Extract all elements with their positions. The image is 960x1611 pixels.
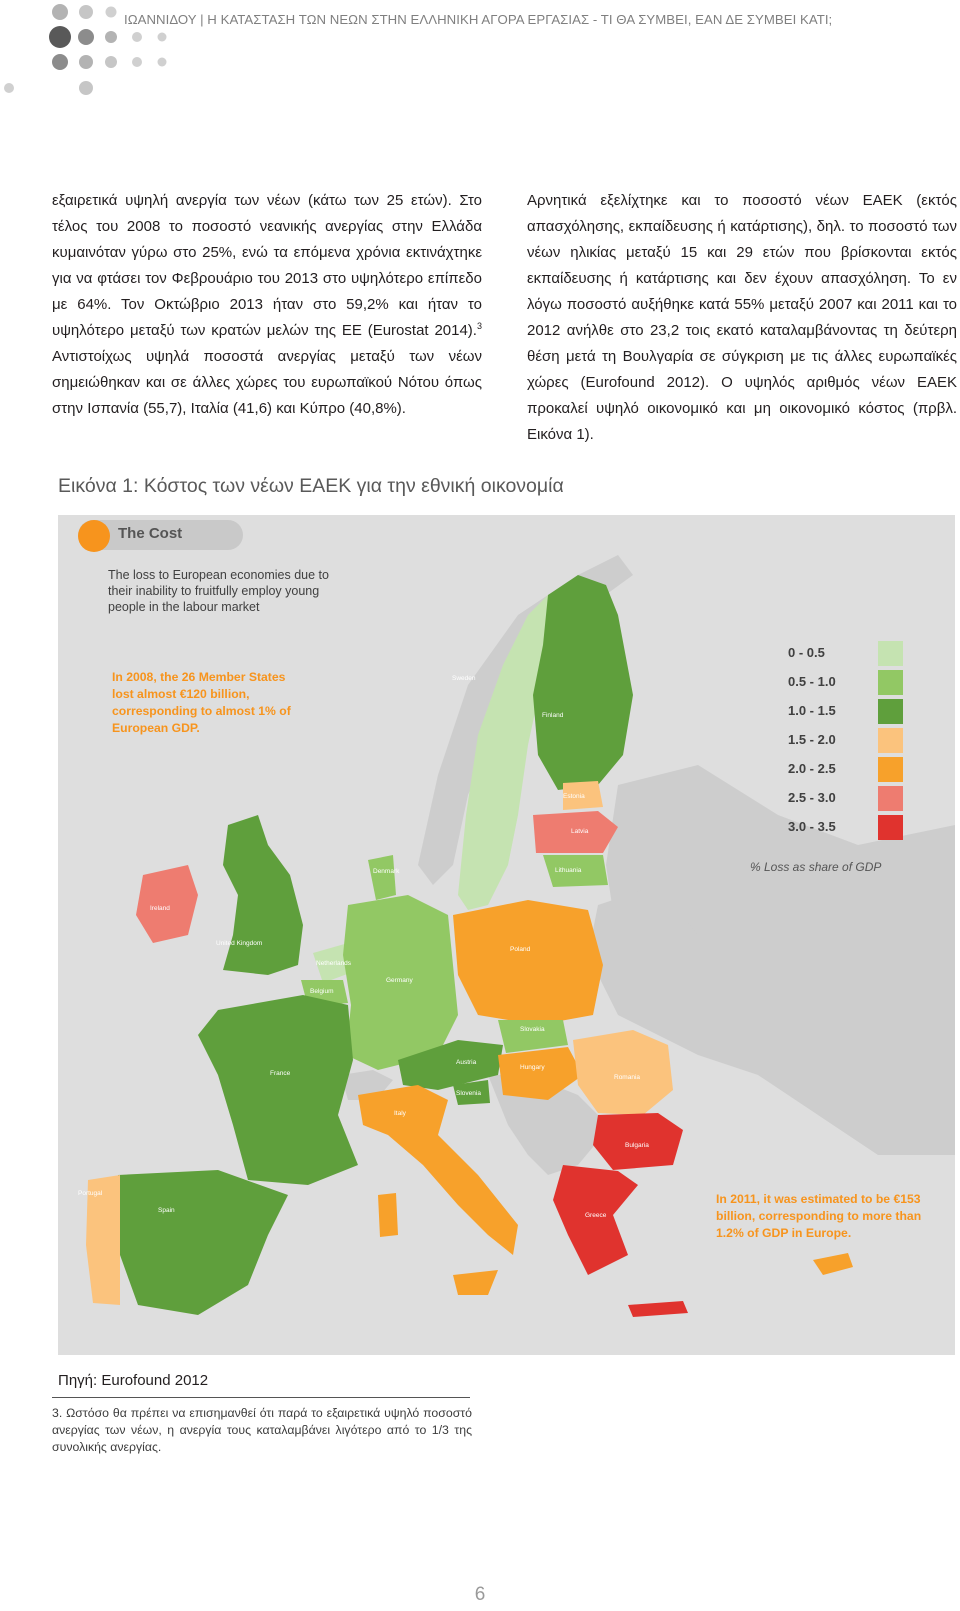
country-romania	[573, 1030, 673, 1115]
dots-row-3	[52, 54, 167, 70]
body-right-column: Αρνητικά εξελίχτηκε και το ποσοστό νέων ΕΑΕΚ (εκτός απασχόλησης, εκπαίδευσης ή κατάρτισης), δηλ. το ποσοστό των νέων ηλικίας μεταξύ 15 και 29 ετών που βρίσκονται εκτός εκπαίδευσης ή κατάρτισης και δεν έχουν απασχόληση. Το εν λόγω ποσοστό αυξήθηκε κατά 55% μεταξύ 2007 και 2011 και το 2012 ανήλθε στο 23,2 τοις εκατό καταλαμβάνοντας τη δεύτερη θέση μετά τη Βουλγαρία σε σύγκριση με τις άλλες ευρωπαϊκές χώρες (Eurofound 2012). Ο υψηλός αριθμός νέων ΕΑΕΚ προκαλεί υψηλό οικονομικό και μη οικονομικό κόστος (πρβλ. Εικόνα 1).	[527, 192, 957, 443]
left-column-text-b: Αντιστοίχως υψηλά ποσοστά ανεργίας μεταξύ των νέων σημειώθηκαν και σε άλλες χώρες του ευρωπαϊκού Νότου όπως στην Ισπανία (55,7), Ιταλία (41,6) και Κύπρο (40,8%).	[52, 348, 482, 417]
page-number: 6	[474, 1584, 486, 1605]
legend-label: 2.0 - 2.5	[788, 761, 836, 776]
label-estonia: Estonia	[563, 793, 585, 800]
legend-label: 0 - 0.5	[788, 645, 825, 660]
label-hungary: Hungary	[520, 1064, 545, 1071]
country-denmark	[368, 855, 396, 900]
legend-swatch	[878, 699, 903, 724]
legend-row	[786, 728, 896, 757]
dots-row-2	[49, 26, 167, 48]
dots-row-1	[52, 4, 117, 20]
legend-label: 3.0 - 3.5	[788, 819, 836, 834]
label-poland: Poland	[510, 946, 531, 953]
label-greece: Greece	[585, 1212, 607, 1219]
footnote-reference[interactable]: 3	[476, 321, 482, 331]
callout-2011: In 2011, it was estimated to be €153 billion, corresponding to more than 1.2% of GDP in Europe.	[716, 1192, 922, 1240]
country-poland	[453, 900, 603, 1025]
label-slovakia: Slovakia	[520, 1026, 545, 1033]
label-germany: Germany	[386, 977, 413, 984]
country-greece	[553, 1165, 638, 1275]
label-netherlands: Netherlands	[316, 960, 352, 967]
label-ireland: Ireland	[150, 905, 170, 912]
country-france	[198, 995, 358, 1185]
label-france: France	[270, 1070, 291, 1077]
label-united-kingdom: United Kingdom	[216, 940, 263, 947]
legend-label: 1.5 - 2.0	[788, 732, 836, 747]
label-latvia: Latvia	[571, 828, 589, 835]
figure-source: Πηγή: Eurofound 2012	[58, 1372, 209, 1389]
footnote: 3. Ωστόσο θα πρέπει να επισημανθεί ότι παρά το εξαιρετικά υψηλό ποσοστό ανεργίας των νέων, η ανεργία τους καταλαμβάνει λιγότερο από το 1/3 της συνολικής ανεργίας.	[52, 1406, 472, 1454]
label-spain: Spain	[158, 1207, 175, 1214]
cost-map-figure	[58, 515, 955, 1355]
legend-swatch	[878, 786, 903, 811]
legend	[786, 641, 896, 844]
country-ireland	[136, 865, 198, 943]
legend-label: 2.5 - 3.0	[788, 790, 836, 805]
running-header: ΙΩΑΝΝΙΔΟΥ | Η ΚΑΤΑΣΤΑΣΗ ΤΩΝ ΝΕΩΝ ΣΤΗΝ ΕΛΛΗΝΙΚΗ ΑΓΟΡΑ ΕΡΓΑΣΙΑΣ - ΤΙ ΘΑ ΣΥΜΒΕΙ, ΕΑΝ ΔΕ ΣΥΜΒΕΙ ΚΑΤΙ;	[124, 12, 833, 27]
country-spain	[118, 1170, 288, 1315]
country-cyprus	[813, 1253, 853, 1275]
figure-caption: Εικόνα 1: Κόστος των νέων ΕΑΕΚ για την εθνική οικονομία	[58, 475, 564, 497]
legend-label: 1.0 - 1.5	[788, 703, 836, 718]
country-finland	[533, 575, 633, 790]
label-sweden: Sweden	[452, 675, 476, 682]
legend-row	[786, 815, 896, 844]
legend-swatch	[878, 815, 903, 840]
label-slovenia: Slovenia	[456, 1090, 481, 1097]
body-left-column	[52, 188, 482, 422]
label-austria: Austria	[456, 1059, 477, 1066]
country-united-kingdom	[223, 815, 303, 975]
legend-row	[786, 699, 896, 728]
legend-row	[786, 757, 896, 786]
legend-row	[786, 670, 896, 699]
legend-swatch	[878, 728, 903, 753]
legend-row	[786, 641, 896, 670]
legend-swatch	[878, 641, 903, 666]
callout-2008: In 2008, the 26 Member States lost almost €120 billion, corresponding to almost 1% of European GDP.	[112, 670, 291, 735]
label-finland: Finland	[542, 712, 564, 719]
figure-subtitle: The loss to European economies due to their inability to fruitfully employ young people in the labour market	[108, 568, 329, 614]
label-portugal: Portugal	[78, 1190, 103, 1197]
legend-label: 0.5 - 1.0	[788, 674, 836, 689]
dots-row-4	[4, 81, 93, 95]
label-lithuania: Lithuania	[555, 867, 582, 874]
legend-note: % Loss as share of GDP	[750, 860, 882, 874]
title-circle-icon	[78, 520, 110, 552]
legend-swatch	[878, 670, 903, 695]
legend-swatch	[878, 757, 903, 782]
country-sicily	[453, 1270, 498, 1295]
legend-row	[786, 786, 896, 815]
label-bulgaria: Bulgaria	[625, 1142, 649, 1149]
figure-title: The Cost	[118, 525, 183, 542]
label-italy: Italy	[394, 1110, 406, 1117]
left-column-text-a: εξαιρετικά υψηλή ανεργία των νέων (κάτω των 25 ετών). Στο τέλος του 2008 το ποσοστό νεανικής ανεργίας στην Ελλάδα κυμαινόταν γύρω στο 25%, ενώ τα επόμενα χρόνια εκτινάχτηκε για να φτάσει τον Φεβρουάριο του 2013 στο υψηλότερο επίπεδο με 64%. Τον Οκτώβριο 2013 ήταν στο 59,2% και ήταν το υψηλότερο μεταξύ των κρατών μελών της ΕΕ (Eurostat 2014).	[52, 192, 482, 339]
label-denmark: Denmark	[373, 868, 400, 875]
country-slovakia	[498, 1020, 568, 1053]
label-romania: Romania	[614, 1074, 641, 1081]
country-crete	[628, 1301, 688, 1317]
country-sardinia	[378, 1193, 398, 1237]
footnote-divider	[52, 1397, 470, 1398]
label-belgium: Belgium	[310, 988, 334, 995]
